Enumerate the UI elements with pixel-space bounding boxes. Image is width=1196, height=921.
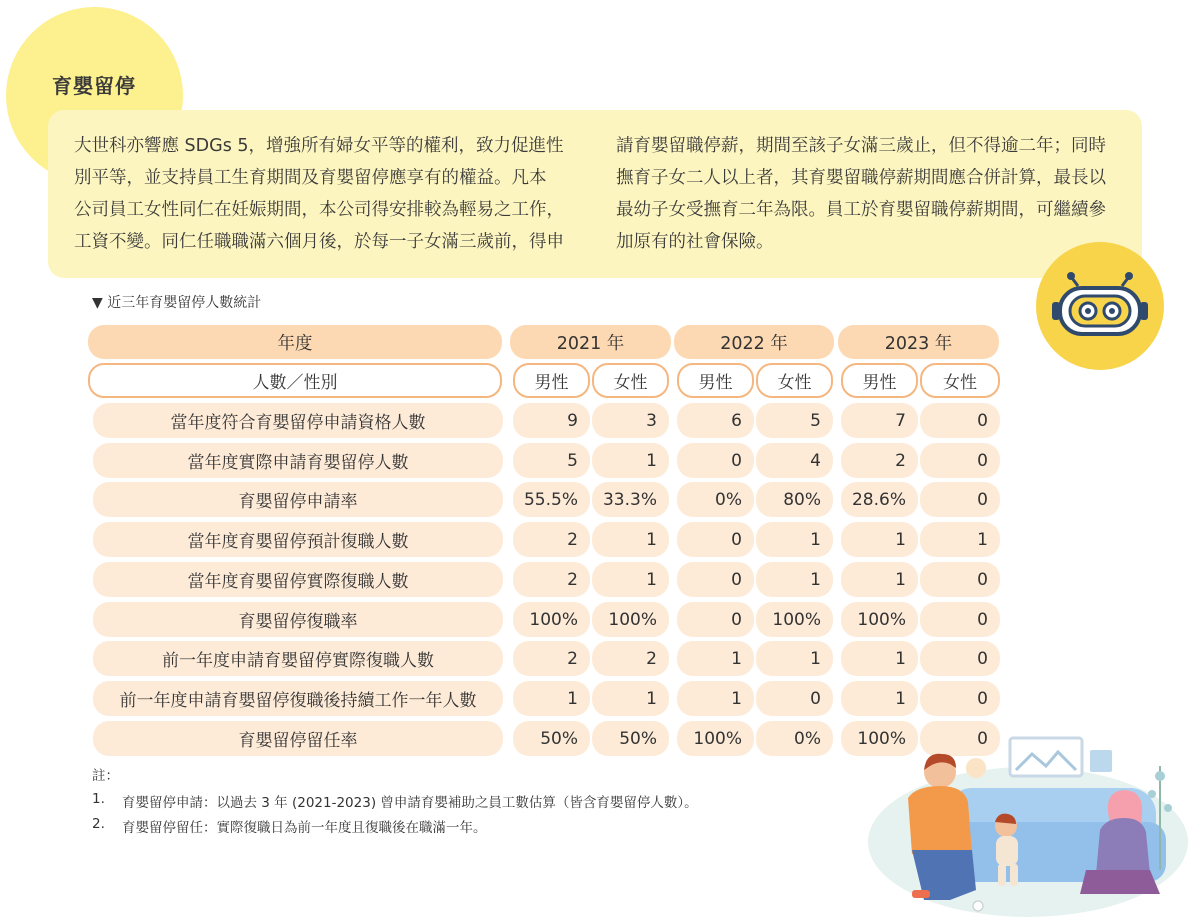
table-cell: 0% — [756, 721, 833, 756]
table-cell: 0 — [677, 522, 754, 557]
intro-right-column — [616, 130, 1116, 258]
table-cell: 80% — [756, 482, 833, 517]
row-label: 育嬰留停留任率 — [93, 721, 503, 756]
notes-title: 註： — [92, 768, 119, 784]
gender-header-cell: 男性 — [677, 363, 754, 398]
intro-line: 加原有的社會保險。 — [616, 232, 774, 252]
intro-line: 工資不變。同仁任職職滿六個月後，於每一子女滿三歲前，得申 — [74, 232, 564, 252]
year-header-cell: 2021 年 — [510, 325, 671, 359]
table-caption: ▼ 近三年育嬰留停人數統計 — [92, 295, 262, 311]
table-cell: 0 — [756, 681, 833, 716]
year-header-cell: 2022 年 — [674, 325, 834, 359]
table-cell: 5 — [756, 403, 833, 438]
table-cell: 5 — [513, 443, 590, 478]
table-cell: 50% — [592, 721, 669, 756]
family-illustration — [860, 730, 1196, 920]
row-label: 當年度符合育嬰留停申請資格人數 — [93, 403, 503, 438]
table-cell: 3 — [592, 403, 669, 438]
row-label: 前一年度申請育嬰留停實際復職人數 — [93, 641, 503, 676]
table-cell: 1 — [756, 641, 833, 676]
table-cell: 1 — [592, 562, 669, 597]
table-cell: 1 — [677, 681, 754, 716]
table-cell: 2 — [841, 443, 918, 478]
table-cell: 0 — [920, 721, 1000, 756]
note-number: 1. — [92, 791, 105, 807]
table-cell: 0 — [677, 602, 754, 637]
table-cell: 0 — [920, 403, 1000, 438]
intro-line: 別平等，並支持員工生育期間及育嬰留停應享有的權益。凡本 — [74, 168, 547, 188]
table-cell: 9 — [513, 403, 590, 438]
row-label: 當年度育嬰留停實際復職人數 — [93, 562, 503, 597]
table-cell: 28.6% — [841, 482, 918, 517]
table-cell: 0 — [920, 443, 1000, 478]
row-label: 育嬰留停復職率 — [93, 602, 503, 637]
table-cell: 1 — [592, 681, 669, 716]
row-label: 育嬰留停申請率 — [93, 482, 503, 517]
table-cell: 0 — [920, 602, 1000, 637]
table-cell: 0% — [677, 482, 754, 517]
table-cell: 1 — [756, 522, 833, 557]
table-cell: 100% — [841, 602, 918, 637]
intro-line: 大世科亦響應 SDGs 5，增強所有婦女平等的權利，致力促進性 — [74, 136, 564, 156]
table-cell: 7 — [841, 403, 918, 438]
table-cell: 0 — [677, 562, 754, 597]
gender-header-cell: 女性 — [920, 363, 1000, 398]
table-cell: 2 — [513, 522, 590, 557]
table-cell: 1 — [841, 522, 918, 557]
table-cell: 0 — [920, 482, 1000, 517]
note-number: 2. — [92, 816, 105, 832]
gender-header-cell: 女性 — [756, 363, 833, 398]
table-cell: 1 — [677, 641, 754, 676]
gender-header-cell: 男性 — [513, 363, 590, 398]
row-label: 前一年度申請育嬰留停復職後持續工作一年人數 — [93, 681, 503, 716]
table-cell: 0 — [920, 641, 1000, 676]
year-header: 年度 — [88, 325, 502, 359]
row-label: 當年度育嬰留停預計復職人數 — [93, 522, 503, 557]
note-text: 育嬰留停申請：以過去 3 年 (2021-2023) 曾申請育嬰補助之員工數估算（皆含育嬰留停人數）。 — [122, 795, 698, 811]
table-cell: 55.5% — [513, 482, 590, 517]
intro-line: 請育嬰留職停薪，期間至該子女滿三歲止，但不得逾二年；同時 — [616, 136, 1106, 156]
table-cell: 1 — [841, 562, 918, 597]
table-cell: 100% — [756, 602, 833, 637]
table-cell: 50% — [513, 721, 590, 756]
intro-line: 撫育子女二人以上者，其育嬰留職停薪期間應合併計算，最長以 — [616, 168, 1106, 188]
table-cell: 2 — [513, 562, 590, 597]
table-cell: 6 — [677, 403, 754, 438]
table-cell: 1 — [756, 562, 833, 597]
table-cell: 0 — [920, 681, 1000, 716]
gender-header-cell: 男性 — [841, 363, 918, 398]
table-cell: 100% — [841, 721, 918, 756]
table-cell: 1 — [592, 522, 669, 557]
gender-header: 人數／性別 — [88, 363, 502, 398]
row-label: 當年度實際申請育嬰留停人數 — [93, 443, 503, 478]
table-cell: 100% — [592, 602, 669, 637]
gender-header-cell: 女性 — [592, 363, 669, 398]
table-cell: 33.3% — [592, 482, 669, 517]
table-cell: 4 — [756, 443, 833, 478]
table-cell: 2 — [513, 641, 590, 676]
table-cell: 1 — [920, 522, 1000, 557]
table-cell: 1 — [841, 641, 918, 676]
intro-line: 最幼子女受撫育二年為限。員工於育嬰留職停薪期間，可繼續參 — [616, 200, 1106, 220]
table-cell: 100% — [677, 721, 754, 756]
section-title: 育嬰留停 — [52, 74, 136, 98]
table-cell: 1 — [513, 681, 590, 716]
year-header-cell: 2023 年 — [838, 325, 999, 359]
table-cell: 2 — [592, 641, 669, 676]
table-cell: 0 — [677, 443, 754, 478]
table-cell: 1 — [841, 681, 918, 716]
intro-left-column — [74, 130, 574, 258]
table-cell: 1 — [592, 443, 669, 478]
robot-icon — [1036, 242, 1164, 370]
note-text: 育嬰留停留任：實際復職日為前一年度且復職後在職滿一年。 — [122, 820, 487, 836]
intro-line: 公司員工女性同仁在妊娠期間，本公司得安排較為輕易之工作， — [74, 200, 564, 220]
table-cell: 100% — [513, 602, 590, 637]
table-cell: 0 — [920, 562, 1000, 597]
